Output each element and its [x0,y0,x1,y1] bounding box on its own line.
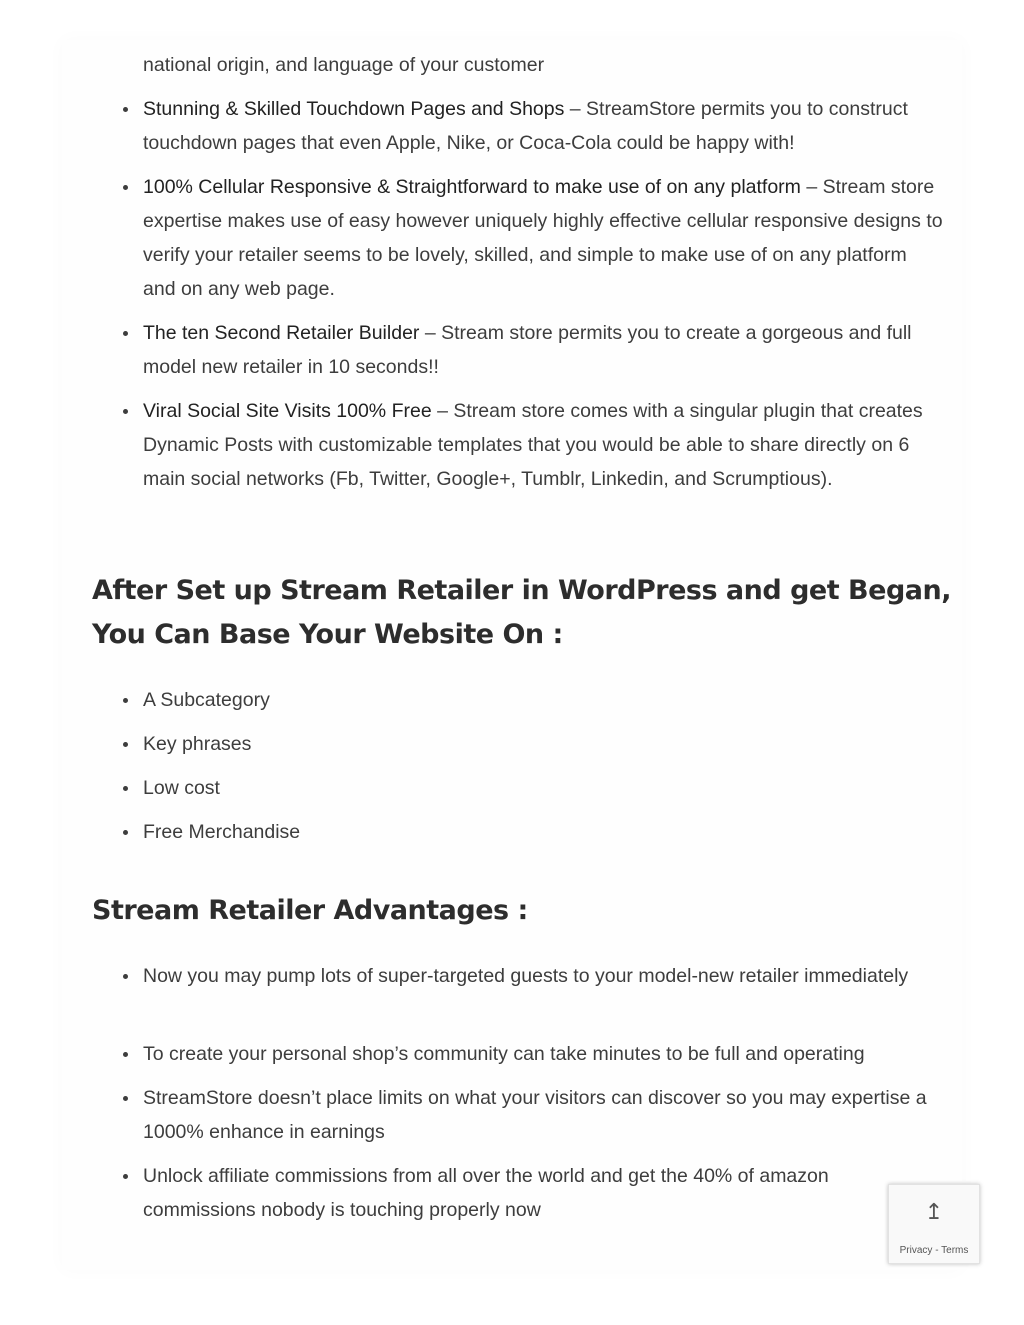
feature-text: – StreamStore permits you to construct touchdown pages that even Apple, Nike, or Coca-Cola could be happy with! [143,98,908,154]
list-item [143,170,943,306]
list-item: A Subcategory [143,683,943,717]
list-item: Unlock affiliate commissions from all over the world and get the 40% of amazon commissions nobody is touching properly now [143,1159,888,1227]
feature-title: 100% Cellular Responsive & Straightforward to make use of on any platform [143,176,801,198]
list-item [143,48,943,82]
recaptcha-badge[interactable] [888,1184,980,1264]
feature-text: – Stream store comes with a singular plugin that creates Dynamic Posts with customizable templates that you would be able to share directly on 6 main social networks (Fb, Twitter, Google+, Tumblr, Linkedin, and Scrumptious). [143,400,923,490]
section-heading-advantages: Stream Retailer Advantages : [92,895,528,926]
feature-title: Viral Social Site Visits 100% Free [143,400,432,422]
feature-text: – Stream store permits you to create a gorgeous and full model new retailer in 10 seconds!! [143,322,912,378]
feature-text: – Stream store expertise makes use of easy however uniquely highly effective cellular responsive designs to verify your retailer seems to be lovely, skilled, and simple to make use of on any platform and on any web page. [143,176,943,300]
list-item: Free Merchandise [143,815,943,849]
list-item [143,394,943,496]
list-item: Now you may pump lots of super-targeted guests to your model-new retailer immediately [143,959,943,993]
list-item [143,92,943,160]
terms-link[interactable]: Terms [941,1245,969,1256]
feature-title: Stunning & Skilled Touchdown Pages and Shops [143,98,565,120]
arrow-up-icon[interactable]: ↥ [924,1199,944,1224]
list-item-text: national origin, and language of your customer [143,54,545,76]
list-item: Low cost [143,771,943,805]
list-item: StreamStore doesn’t place limits on what your visitors can discover so you may expertise a 1000% enhance in earnings [143,1081,943,1149]
section-heading-base: After Set up Stream Retailer in WordPress and get Began, You Can Base Your Website On : [92,575,951,650]
feature-title: The ten Second Retailer Builder [143,322,420,344]
list-item: Key phrases [143,727,943,761]
list-item [143,316,943,384]
privacy-link[interactable]: Privacy [899,1245,933,1256]
link-separator: - [932,1245,942,1256]
list-item: To create your personal shop’s community can take minutes to be full and operating [143,1037,943,1071]
recaptcha-links [889,1245,979,1256]
